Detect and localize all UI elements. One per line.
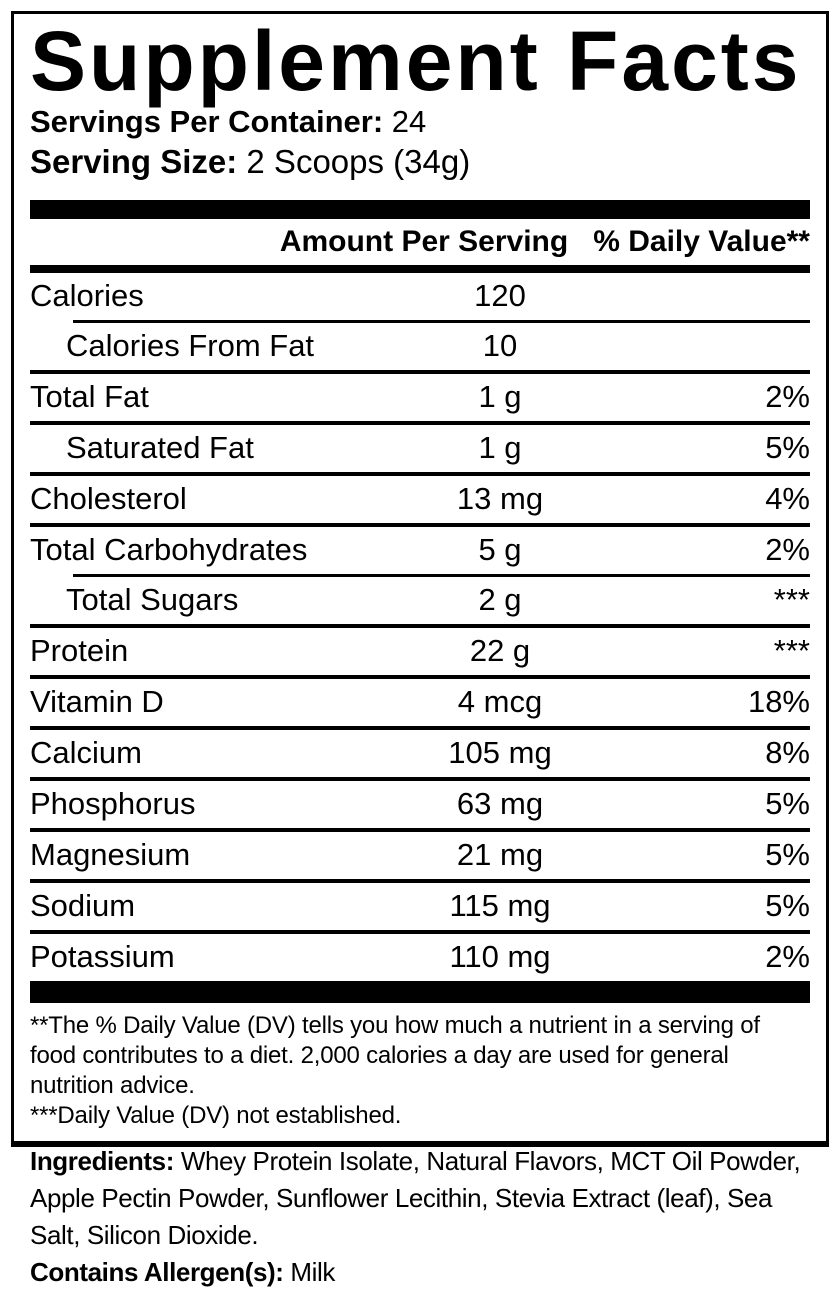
nutrient-name: Total Carbohydrates <box>30 532 308 568</box>
nutrient-row <box>30 628 810 675</box>
servings-per-container-value: 24 <box>391 103 427 139</box>
nutrient-row <box>30 374 810 421</box>
serving-size-label: Serving Size: <box>30 142 238 180</box>
ingredients-label: Ingredients: <box>30 1146 174 1176</box>
amount-per-serving-header: Amount Per Serving <box>279 224 569 258</box>
nutrient-amount: 22 g <box>469 633 531 669</box>
nutrient-name: Protein <box>30 633 129 669</box>
servings-per-container-label: Servings Per Container: <box>30 103 384 139</box>
nutrient-name: Saturated Fat <box>66 430 254 466</box>
nutrient-row <box>30 476 810 523</box>
serving-size-value: 2 Scoops (34g) <box>246 142 471 180</box>
nutrient-amount: 1 g <box>478 379 522 415</box>
nutrition-table-header <box>30 219 810 265</box>
nutrient-name: Total Fat <box>30 379 149 415</box>
nutrient-dv: 5% <box>765 430 810 466</box>
nutrient-dv: 2% <box>765 379 810 415</box>
nutrient-row <box>30 425 810 472</box>
nutrient-name: Potassium <box>30 939 175 975</box>
nutrient-row <box>30 577 810 624</box>
allergens-paragraph <box>30 1254 812 1291</box>
nutrient-name: Sodium <box>30 888 136 924</box>
nutrient-amount: 115 mg <box>449 888 551 924</box>
nutrient-dv: 5% <box>765 786 810 822</box>
nutrient-amount: 63 mg <box>456 786 544 822</box>
daily-value-header: % Daily Value** <box>593 224 810 258</box>
nutrient-amount: 21 mg <box>456 837 544 873</box>
allergens-label: Contains Allergen(s): <box>30 1257 284 1287</box>
nutrient-amount: 10 <box>482 328 518 364</box>
daily-value-footnote: **The % Daily Value (DV) tells you how much a nutrient in a serving of food contributes to a diet. 2,000 calories a day are used for general nutrition advice. <box>30 1011 760 1099</box>
serving-size-line <box>30 142 810 182</box>
nutrient-name: Phosphorus <box>30 786 196 822</box>
nutrient-amount: 2 g <box>478 582 522 618</box>
nutrient-amount: 5 g <box>478 532 522 568</box>
supplement-facts-title: Supplement Facts <box>30 14 802 108</box>
nutrient-amount: 4 mcg <box>457 684 543 720</box>
nutrient-dv: 5% <box>765 888 810 924</box>
nutrient-name: Total Sugars <box>66 582 239 618</box>
nutrient-row <box>30 730 810 777</box>
nutrient-amount: 1 g <box>478 430 522 466</box>
nutrient-name: Calcium <box>30 735 142 771</box>
nutrient-row <box>30 527 810 574</box>
nutrient-rows <box>30 273 810 981</box>
nutrient-dv: 2% <box>765 532 810 568</box>
nutrient-amount: 105 mg <box>448 735 552 771</box>
footnotes <box>30 1003 810 1141</box>
ingredients-text: Whey Protein Isolate, Natural Flavors, MCT Oil Powder, Apple Pectin Powder, Sunflower Lecithin, Stevia Extract (leaf), Sea Salt, Silicon Dioxide. <box>30 1146 801 1250</box>
nutrient-row <box>30 323 810 370</box>
header-separator-bar <box>30 265 810 273</box>
nutrient-dv: 4% <box>765 481 810 517</box>
nutrient-name: Magnesium <box>30 837 191 873</box>
nutrient-row <box>30 781 810 828</box>
nutrient-dv: 18% <box>747 684 810 720</box>
nutrient-row <box>30 832 810 879</box>
nutrient-amount: 120 <box>474 278 526 314</box>
nutrient-row <box>30 679 810 726</box>
supplement-facts-box <box>11 11 829 1147</box>
dv-not-established-footnote: ***Daily Value (DV) not established. <box>30 1101 402 1129</box>
allergens-value: Milk <box>290 1257 335 1287</box>
nutrient-name: Vitamin D <box>30 684 164 720</box>
nutrient-dv: *** <box>773 582 810 618</box>
nutrient-name: Calories From Fat <box>66 328 315 364</box>
nutrient-name: Calories <box>30 278 144 314</box>
nutrient-amount: 13 mg <box>456 481 544 517</box>
nutrient-row <box>30 883 810 930</box>
nutrient-amount: 110 mg <box>449 939 551 975</box>
nutrient-row <box>30 934 810 981</box>
ingredients-paragraph <box>30 1143 812 1254</box>
nutrient-row <box>30 273 810 320</box>
nutrient-name: Cholesterol <box>30 481 187 517</box>
nutrient-dv: *** <box>773 633 810 669</box>
thick-separator-bar-bottom <box>30 981 810 1003</box>
nutrient-dv: 2% <box>765 939 810 975</box>
thick-separator-bar-top <box>30 200 810 219</box>
nutrient-dv: 5% <box>765 837 810 873</box>
nutrient-dv: 8% <box>765 735 810 771</box>
